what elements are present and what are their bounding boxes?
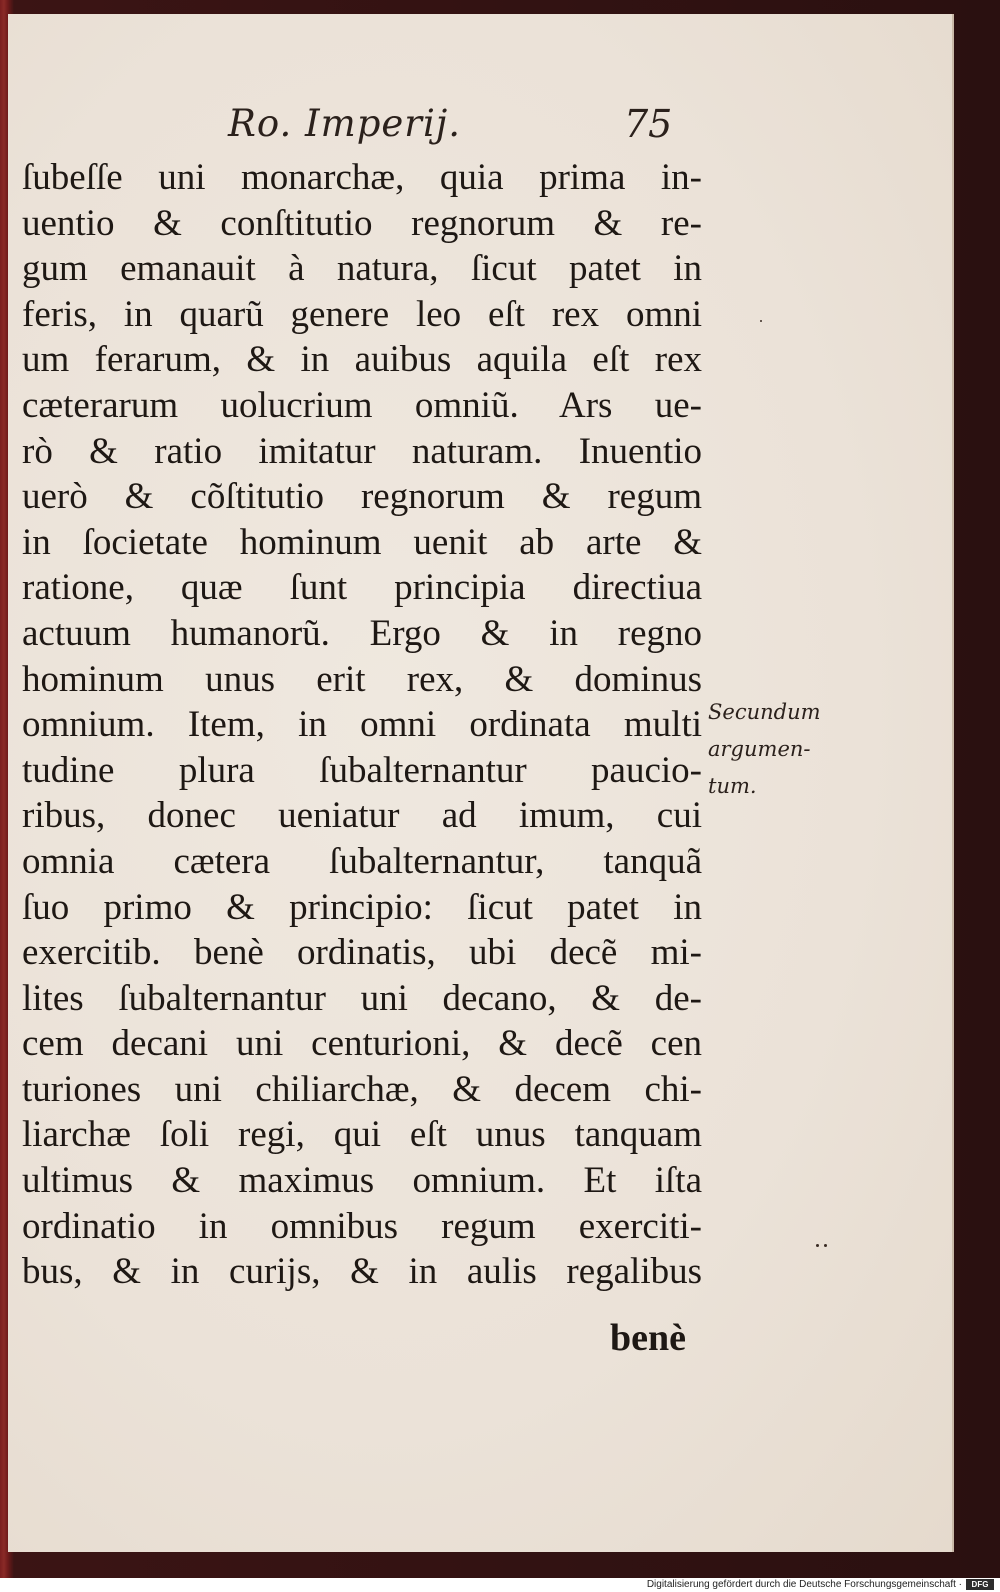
text-line: omnium. Item, in omni ordinata multi — [22, 704, 702, 746]
text-line: actuum humanorũ. Ergo & in regno — [22, 612, 702, 654]
text-line: um ferarum, & in auibus aquila eſt rex — [22, 339, 702, 381]
paper-speck — [824, 1244, 827, 1247]
text-line: uerò & cõſtitutio regnorum & regum — [22, 476, 702, 518]
text-line: omnia cætera ſubalternantur, tanquã — [22, 840, 702, 882]
page-number: 75 — [624, 102, 673, 146]
text-line: tudine plura ſubalternantur paucio- — [22, 749, 702, 791]
catchword: benè — [610, 1317, 686, 1359]
text-line: in ſocietate hominum uenit ab arte & — [22, 521, 702, 563]
text-line: rò & ratio imitatur naturam. Inuentio — [22, 430, 702, 472]
running-head: Ro. Imperij. — [228, 102, 462, 145]
text-line: ſubeſſe uni monarchæ, quia prima in- — [22, 157, 702, 198]
marginal-note-line: tum. — [708, 774, 757, 798]
text-line: hominum unus erit rex, & dominus — [22, 658, 702, 700]
text-line: uentio & conſtitutio regnorum & re- — [22, 202, 702, 244]
paper-speck — [760, 320, 762, 322]
main-text-block — [22, 155, 702, 1295]
marginal-note — [708, 694, 821, 805]
text-line: feris, in quarũ genere leo eſt rex omni — [22, 293, 702, 335]
dfg-logo: DFG — [966, 1579, 994, 1590]
text-line: ultimus & maximus omnium. Et iſta — [22, 1160, 702, 1202]
text-line: exercitib. benè ordinatis, ubi decẽ mi- — [22, 932, 702, 974]
text-line: gum emanauit à natura, ſicut patet in — [22, 248, 702, 290]
text-line: cem decani uni centurioni, & decẽ cen — [22, 1023, 702, 1065]
text-line: ratione, quæ ſunt principia directiua — [22, 567, 702, 609]
text-line: turiones uni chiliarchæ, & decem chi- — [22, 1068, 702, 1110]
text-line: lites ſubalternantur uni decano, & de- — [22, 977, 702, 1019]
text-line: cæterarum uolucrium omniũ. Ars ue- — [22, 384, 702, 426]
text-line: ribus, donec ueniatur ad imum, cui — [22, 795, 702, 837]
text-line: liarchæ ſoli regi, qui eſt unus tanquam — [22, 1114, 702, 1156]
text-line: ordinatio in omnibus regum exerciti- — [22, 1205, 702, 1247]
digitization-credit: Digitalisierung gefördert durch die Deutsche Forschungsgemeinschaft · — [646, 1579, 962, 1590]
text-line: bus, & in curijs, & in aulis regalibus — [22, 1251, 702, 1293]
marginal-note-line: Secundum — [708, 700, 821, 724]
marginal-note-line: argumen- — [708, 737, 811, 761]
text-line: ſuo primo & principio: ſicut patet in — [22, 886, 702, 928]
paper-speck — [816, 1244, 819, 1247]
